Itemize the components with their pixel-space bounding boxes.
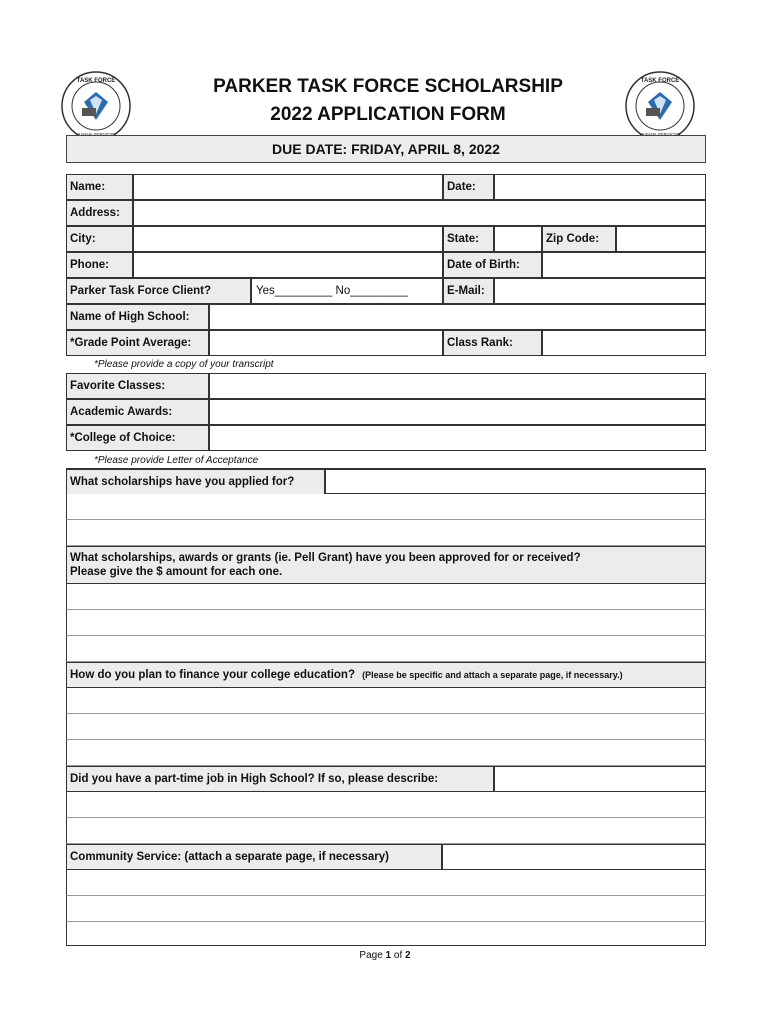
job-field-inline[interactable] xyxy=(494,766,706,792)
email-label: E-Mail: xyxy=(443,278,494,304)
row-academic-awards xyxy=(66,399,706,425)
page-prefix: Page xyxy=(359,950,386,961)
transcript-note: *Please provide a copy of your transcript xyxy=(94,359,274,370)
class-rank-label: Class Rank: xyxy=(443,330,542,356)
svg-text:TASK FORCE: TASK FORCE xyxy=(640,78,680,84)
community-field-inline[interactable] xyxy=(442,844,706,870)
client-yes-no-field[interactable]: Yes_________ No_________ xyxy=(251,278,443,304)
finance-line-3[interactable] xyxy=(66,740,706,766)
community-line-3[interactable] xyxy=(66,922,706,946)
finance-line-1[interactable] xyxy=(66,688,706,714)
high-school-label: Name of High School: xyxy=(66,304,209,330)
community-question: Community Service: (attach a separate page, if necessary) xyxy=(66,844,442,870)
applied-line-1[interactable] xyxy=(66,494,706,520)
favorite-classes-field[interactable] xyxy=(209,373,706,399)
job-line-2[interactable] xyxy=(66,818,706,844)
approved-line-1[interactable] xyxy=(66,584,706,610)
email-field[interactable] xyxy=(494,278,706,304)
row-college xyxy=(66,425,706,451)
dob-label: Date of Birth: xyxy=(443,252,542,278)
academic-awards-field[interactable] xyxy=(209,399,706,425)
dob-field[interactable] xyxy=(542,252,706,278)
favorite-classes-label: Favorite Classes: xyxy=(66,373,209,399)
applied-line-2[interactable] xyxy=(66,520,706,546)
approved-line-3[interactable] xyxy=(66,636,706,662)
finance-question-note: (Please be specific and attach a separate page, if necessary.) xyxy=(362,670,623,680)
address-field[interactable] xyxy=(133,200,706,226)
address-label: Address: xyxy=(66,200,133,226)
zip-field[interactable] xyxy=(616,226,706,252)
finance-question-text: How do you plan to finance your college education? xyxy=(70,669,355,681)
page-middle: of xyxy=(391,950,406,961)
name-label: Name: xyxy=(66,174,133,200)
job-question: Did you have a part-time job in High School? If so, please describe: xyxy=(66,766,494,792)
college-field[interactable] xyxy=(209,425,706,451)
due-date-banner: DUE DATE: FRIDAY, APRIL 8, 2022 xyxy=(66,135,706,163)
applied-header-row xyxy=(66,468,706,494)
client-label: Parker Task Force Client? xyxy=(66,278,251,304)
row-address xyxy=(66,200,706,226)
applied-question: What scholarships have you applied for? xyxy=(66,469,325,495)
college-label: *College of Choice: xyxy=(66,425,209,451)
row-client xyxy=(66,278,706,304)
row-phone xyxy=(66,252,706,278)
approved-question xyxy=(66,546,706,584)
row-favorite-classes xyxy=(66,373,706,399)
row-gpa xyxy=(66,330,706,356)
state-field[interactable] xyxy=(494,226,542,252)
high-school-field[interactable] xyxy=(209,304,706,330)
city-field[interactable] xyxy=(133,226,443,252)
date-field[interactable] xyxy=(494,174,706,200)
approved-question-line2: Please give the $ amount for each one. xyxy=(70,566,283,578)
state-label: State: xyxy=(443,226,494,252)
row-name xyxy=(66,174,706,200)
job-line-1[interactable] xyxy=(66,792,706,818)
community-line-2[interactable] xyxy=(66,896,706,922)
phone-label: Phone: xyxy=(66,252,133,278)
phone-field[interactable] xyxy=(133,252,443,278)
zip-label: Zip Code: xyxy=(542,226,616,252)
academic-awards-label: Academic Awards: xyxy=(66,399,209,425)
name-field[interactable] xyxy=(133,174,443,200)
svg-text:TASK FORCE: TASK FORCE xyxy=(76,78,116,84)
class-rank-field[interactable] xyxy=(542,330,706,356)
community-header-row xyxy=(66,844,706,870)
gpa-field[interactable] xyxy=(209,330,443,356)
community-line-1[interactable] xyxy=(66,870,706,896)
applied-field-inline[interactable] xyxy=(325,469,706,494)
approved-line-2[interactable] xyxy=(66,610,706,636)
acceptance-note: *Please provide Letter of Acceptance xyxy=(94,455,259,466)
row-high-school xyxy=(66,304,706,330)
page-number xyxy=(0,950,770,961)
gpa-label: *Grade Point Average: xyxy=(66,330,209,356)
approved-question-line1: What scholarships, awards or grants (ie. Pell Grant) have you been approved for or received? xyxy=(70,552,581,564)
page-total: 2 xyxy=(405,950,411,961)
form-title-line1: PARKER TASK FORCE SCHOLARSHIP xyxy=(213,76,563,97)
finance-question xyxy=(66,662,706,688)
job-header-row xyxy=(66,766,706,792)
form-title-line2: 2022 APPLICATION FORM xyxy=(270,104,506,125)
parker-task-force-logo-left xyxy=(60,70,132,142)
parker-task-force-logo-right xyxy=(624,70,696,142)
finance-line-2[interactable] xyxy=(66,714,706,740)
city-label: City: xyxy=(66,226,133,252)
date-label: Date: xyxy=(443,174,494,200)
page-current: 1 xyxy=(385,950,392,961)
row-city xyxy=(66,226,706,252)
